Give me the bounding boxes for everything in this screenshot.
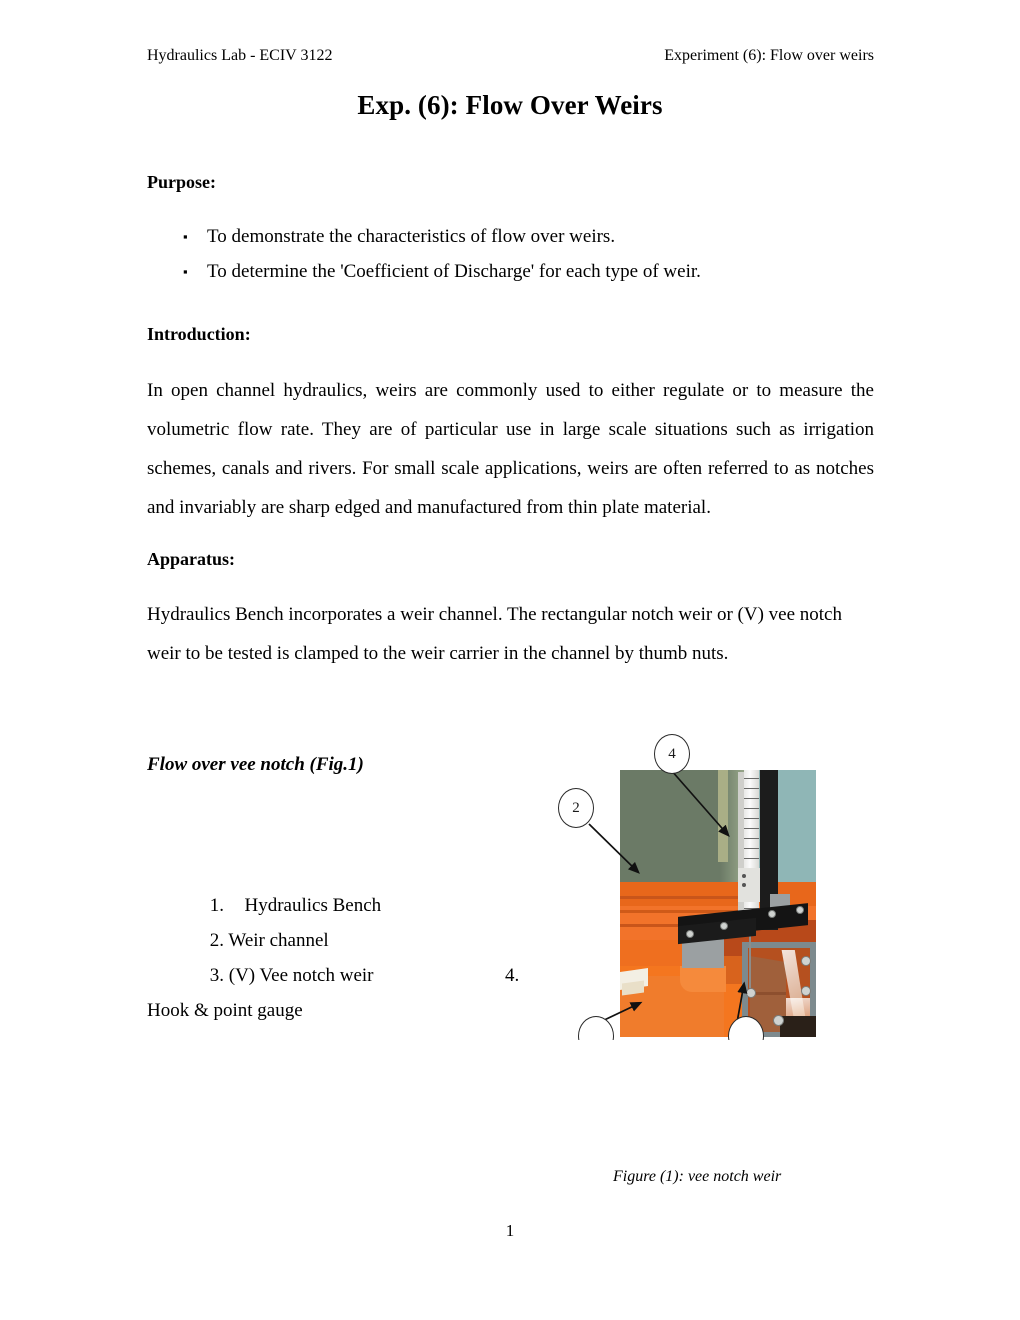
introduction-paragraph: In open channel hydraulics, weirs are commonly used to either regulate or to measure the volumetric flow rate. They are of particular use in large scale situations such as irrigation schemes, canals and rivers. For small scale applications, weirs are often referred to as notches and invariably are sharp edged and manufactured from thin plate material. <box>147 380 874 518</box>
purpose-bullet-item <box>180 219 880 254</box>
parts-list-item <box>147 888 547 923</box>
header-left-text: Hydraulics Lab - ECIV 3122 <box>147 47 333 64</box>
parts-item-number: 3. <box>209 965 224 986</box>
section-heading-introduction: Introduction: <box>147 324 251 344</box>
purpose-bullet-label: To demonstrate the characteristics of flow over weirs. <box>207 226 616 247</box>
photo-pipe <box>718 770 728 862</box>
page-title: Exp. (6): Flow Over Weirs <box>357 90 663 120</box>
section-heading-apparatus: Apparatus: <box>147 549 236 569</box>
photo-bracket-bolt <box>742 874 746 878</box>
page-number: 1 <box>505 1221 515 1240</box>
purpose-bullet-list <box>180 219 880 289</box>
photo-channel-lip <box>680 966 726 992</box>
figure-caption: Figure (1): vee notch weir <box>613 1168 782 1185</box>
purpose-bullet-item <box>180 254 880 289</box>
photo-bracket-bolt <box>742 883 746 887</box>
running-header <box>147 46 874 66</box>
square-bullet-icon: ▪ <box>183 229 188 244</box>
photo-thumb-nut <box>768 910 776 918</box>
parts-list-item <box>147 958 547 993</box>
photo-thumb-nut <box>801 986 811 996</box>
vee-notch-weir-photo <box>620 770 816 1037</box>
parts-list-item <box>147 993 547 1028</box>
square-bullet-icon: ▪ <box>183 264 188 279</box>
photo-dark-base <box>780 1016 816 1037</box>
callout-marker-clipped-1 <box>578 1016 614 1040</box>
parts-list-item <box>147 923 547 958</box>
header-right-text: Experiment (6): Flow over weirs <box>664 47 874 64</box>
photo-thumb-nut <box>686 930 694 938</box>
photo-thumb-nut <box>746 1022 756 1032</box>
callout-marker-4: 4 <box>654 734 690 774</box>
parts-item-label: Hydraulics Bench <box>244 895 382 916</box>
photo-thumb-nut <box>746 988 756 998</box>
parts-item-label: Hook & point gauge <box>147 1000 303 1021</box>
parts-item-label: (V) Vee notch weir <box>228 965 374 986</box>
parts-item-number: 4. <box>505 965 520 986</box>
purpose-bullet-label: To determine the 'Coefficient of Discharge' for each type of weir. <box>207 261 701 282</box>
photo-bench-groove <box>620 896 738 899</box>
photo-thumb-nut <box>796 906 804 914</box>
figure-subheading: Flow over vee notch (Fig.1) <box>147 754 364 775</box>
parts-item-number: 2. <box>209 930 224 951</box>
callout-marker-2: 2 <box>558 788 594 828</box>
section-heading-purpose: Purpose: <box>147 172 216 192</box>
photo-thumb-nut <box>773 1015 784 1026</box>
apparatus-paragraph: Hydraulics Bench incorporates a weir channel. The rectangular notch weir or (V) vee notch weir to be tested is clamped to the weir carrier in the channel by thumb nuts. <box>147 604 842 664</box>
parts-item-number: 1. <box>209 895 224 916</box>
photo-thumb-nut <box>720 922 728 930</box>
photo-thumb-nut <box>801 956 811 966</box>
parts-item-label: Weir channel <box>228 930 329 951</box>
apparatus-parts-list <box>147 888 547 1028</box>
